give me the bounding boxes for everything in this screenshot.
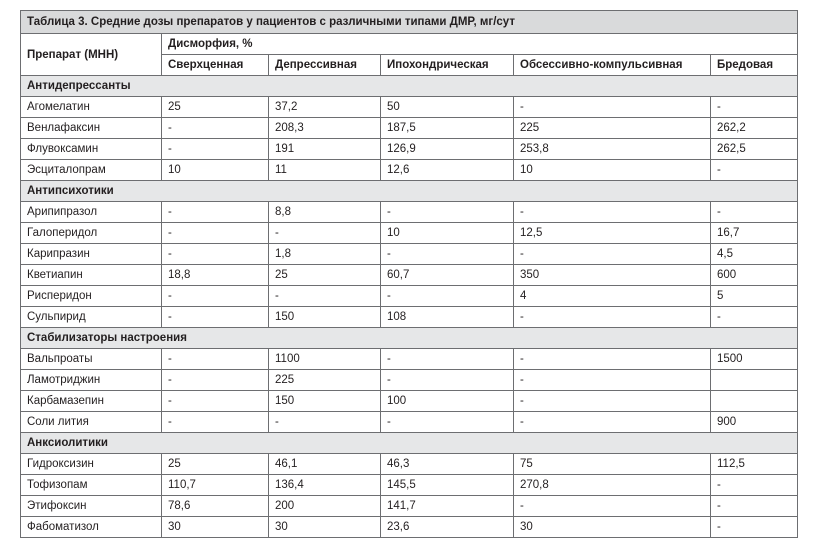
drug-name-cell: Карбамазепин <box>21 391 162 412</box>
dose-cell: 270,8 <box>514 475 711 496</box>
dose-cell: 8,8 <box>269 202 381 223</box>
dose-cell: 18,8 <box>162 265 269 286</box>
drug-name-cell: Арипипразол <box>21 202 162 223</box>
dose-cell: 110,7 <box>162 475 269 496</box>
dose-cell: - <box>269 223 381 244</box>
dose-cell: - <box>162 118 269 139</box>
table-row <box>21 97 798 118</box>
table-row <box>21 349 798 370</box>
dose-cell: 75 <box>514 454 711 475</box>
group-row <box>21 328 798 349</box>
dose-cell: 191 <box>269 139 381 160</box>
column-header: Депрессивная <box>269 55 381 76</box>
dose-cell: 126,9 <box>381 139 514 160</box>
dose-cell: - <box>162 139 269 160</box>
dose-cell: - <box>514 496 711 517</box>
group-row <box>21 433 798 454</box>
dose-cell: 30 <box>269 517 381 538</box>
dose-cell: 900 <box>711 412 798 433</box>
drug-name-cell: Карипразин <box>21 244 162 265</box>
dose-cell: - <box>711 307 798 328</box>
dose-cell: - <box>711 202 798 223</box>
dose-cell: 208,3 <box>269 118 381 139</box>
dose-cell: 25 <box>269 265 381 286</box>
dose-cell: - <box>381 202 514 223</box>
drug-name-cell: Кветиапин <box>21 265 162 286</box>
table-row <box>21 370 798 391</box>
dose-cell: - <box>711 517 798 538</box>
dose-cell: - <box>381 370 514 391</box>
column-header: Бредовая <box>711 55 798 76</box>
dose-cell: 10 <box>381 223 514 244</box>
drug-name-cell: Рисперидон <box>21 286 162 307</box>
table-row <box>21 391 798 412</box>
drug-name-cell: Соли лития <box>21 412 162 433</box>
dose-cell: - <box>514 370 711 391</box>
table-row <box>21 496 798 517</box>
dose-cell: 1500 <box>711 349 798 370</box>
drug-name-cell: Гидроксизин <box>21 454 162 475</box>
table-row <box>21 265 798 286</box>
group-label: Антидепрессанты <box>21 76 798 97</box>
dose-cell: - <box>381 286 514 307</box>
dose-cell: 1100 <box>269 349 381 370</box>
dose-cell: 136,4 <box>269 475 381 496</box>
dose-cell: - <box>381 244 514 265</box>
table-row <box>21 244 798 265</box>
dose-cell: 225 <box>269 370 381 391</box>
dose-cell: 50 <box>381 97 514 118</box>
drug-name-cell: Вальпроаты <box>21 349 162 370</box>
group-label: Анксиолитики <box>21 433 798 454</box>
dose-cell: 112,5 <box>711 454 798 475</box>
dose-cell: 37,2 <box>269 97 381 118</box>
table-row <box>21 223 798 244</box>
dose-cell: - <box>711 496 798 517</box>
column-header: Сверхценная <box>162 55 269 76</box>
dose-cell: 262,2 <box>711 118 798 139</box>
dose-cell: 46,3 <box>381 454 514 475</box>
table-caption: Таблица 3. Средние дозы препаратов у пациентов с различными типами ДМР, мг/сут <box>21 11 798 34</box>
drug-name-cell: Ламотриджин <box>21 370 162 391</box>
dose-cell: 23,6 <box>381 517 514 538</box>
column-header: Обсессивно-компульсивная <box>514 55 711 76</box>
dose-cell: - <box>162 391 269 412</box>
dose-cell: 30 <box>514 517 711 538</box>
drug-column-header: Препарат (МНН) <box>21 34 162 76</box>
dysmorphia-group-header: Дисморфия, % <box>162 34 798 55</box>
dose-cell: 12,6 <box>381 160 514 181</box>
dose-cell: 12,5 <box>514 223 711 244</box>
dose-cell: - <box>711 475 798 496</box>
group-row <box>21 181 798 202</box>
dose-cell: 225 <box>514 118 711 139</box>
dose-cell: - <box>514 202 711 223</box>
drug-name-cell: Венлафаксин <box>21 118 162 139</box>
dose-cell: - <box>162 307 269 328</box>
dose-cell: - <box>514 307 711 328</box>
dose-cell: 11 <box>269 160 381 181</box>
dose-cell: - <box>381 412 514 433</box>
dose-cell: 1,8 <box>269 244 381 265</box>
table-row <box>21 139 798 160</box>
dose-cell <box>711 370 798 391</box>
dose-cell: 600 <box>711 265 798 286</box>
dose-cell: - <box>162 244 269 265</box>
table-body <box>21 76 798 538</box>
dose-cell: 4 <box>514 286 711 307</box>
table-row <box>21 118 798 139</box>
table-row <box>21 412 798 433</box>
table-row <box>21 517 798 538</box>
dose-cell: 60,7 <box>381 265 514 286</box>
dose-cell: 108 <box>381 307 514 328</box>
dose-cell: 10 <box>162 160 269 181</box>
header-row-1 <box>21 34 798 55</box>
dose-cell: - <box>711 160 798 181</box>
dose-cell: - <box>514 244 711 265</box>
column-header: Ипохондрическая <box>381 55 514 76</box>
dose-cell: - <box>269 412 381 433</box>
dose-cell: 253,8 <box>514 139 711 160</box>
drug-name-cell: Агомелатин <box>21 97 162 118</box>
dose-cell: - <box>514 391 711 412</box>
drug-name-cell: Фабоматизол <box>21 517 162 538</box>
dose-cell: 4,5 <box>711 244 798 265</box>
dose-cell: 187,5 <box>381 118 514 139</box>
dose-cell: 10 <box>514 160 711 181</box>
dose-cell: - <box>514 412 711 433</box>
dose-cell: - <box>514 349 711 370</box>
dose-cell: - <box>269 286 381 307</box>
group-label: Антипсихотики <box>21 181 798 202</box>
dose-cell: 5 <box>711 286 798 307</box>
dose-cell: - <box>162 223 269 244</box>
dose-cell: 16,7 <box>711 223 798 244</box>
dose-cell: - <box>162 412 269 433</box>
table-row <box>21 307 798 328</box>
dose-cell: 25 <box>162 454 269 475</box>
group-row <box>21 76 798 97</box>
drug-name-cell: Галоперидол <box>21 223 162 244</box>
dose-cell: 350 <box>514 265 711 286</box>
dose-cell: 150 <box>269 307 381 328</box>
table-row <box>21 286 798 307</box>
dose-cell: - <box>162 286 269 307</box>
drug-name-cell: Флувоксамин <box>21 139 162 160</box>
table-row <box>21 475 798 496</box>
dose-cell: - <box>162 349 269 370</box>
dose-cell: 150 <box>269 391 381 412</box>
dose-cell: - <box>711 97 798 118</box>
dose-cell: 141,7 <box>381 496 514 517</box>
dose-cell: 145,5 <box>381 475 514 496</box>
table-row <box>21 202 798 223</box>
dose-cell: 262,5 <box>711 139 798 160</box>
dose-cell: 46,1 <box>269 454 381 475</box>
drug-name-cell: Сульпирид <box>21 307 162 328</box>
dose-table <box>20 10 798 538</box>
table-row <box>21 160 798 181</box>
dose-cell: - <box>162 202 269 223</box>
drug-name-cell: Тофизопам <box>21 475 162 496</box>
drug-name-cell: Этифоксин <box>21 496 162 517</box>
dose-cell: 200 <box>269 496 381 517</box>
table-row <box>21 454 798 475</box>
dose-cell: 78,6 <box>162 496 269 517</box>
dose-cell: - <box>381 349 514 370</box>
caption-row <box>21 11 798 34</box>
dose-cell: 25 <box>162 97 269 118</box>
dose-cell: 100 <box>381 391 514 412</box>
group-label: Стабилизаторы настроения <box>21 328 798 349</box>
dose-cell: - <box>162 370 269 391</box>
dose-cell: 30 <box>162 517 269 538</box>
dose-cell <box>711 391 798 412</box>
dose-cell: - <box>514 97 711 118</box>
drug-name-cell: Эсциталопрам <box>21 160 162 181</box>
